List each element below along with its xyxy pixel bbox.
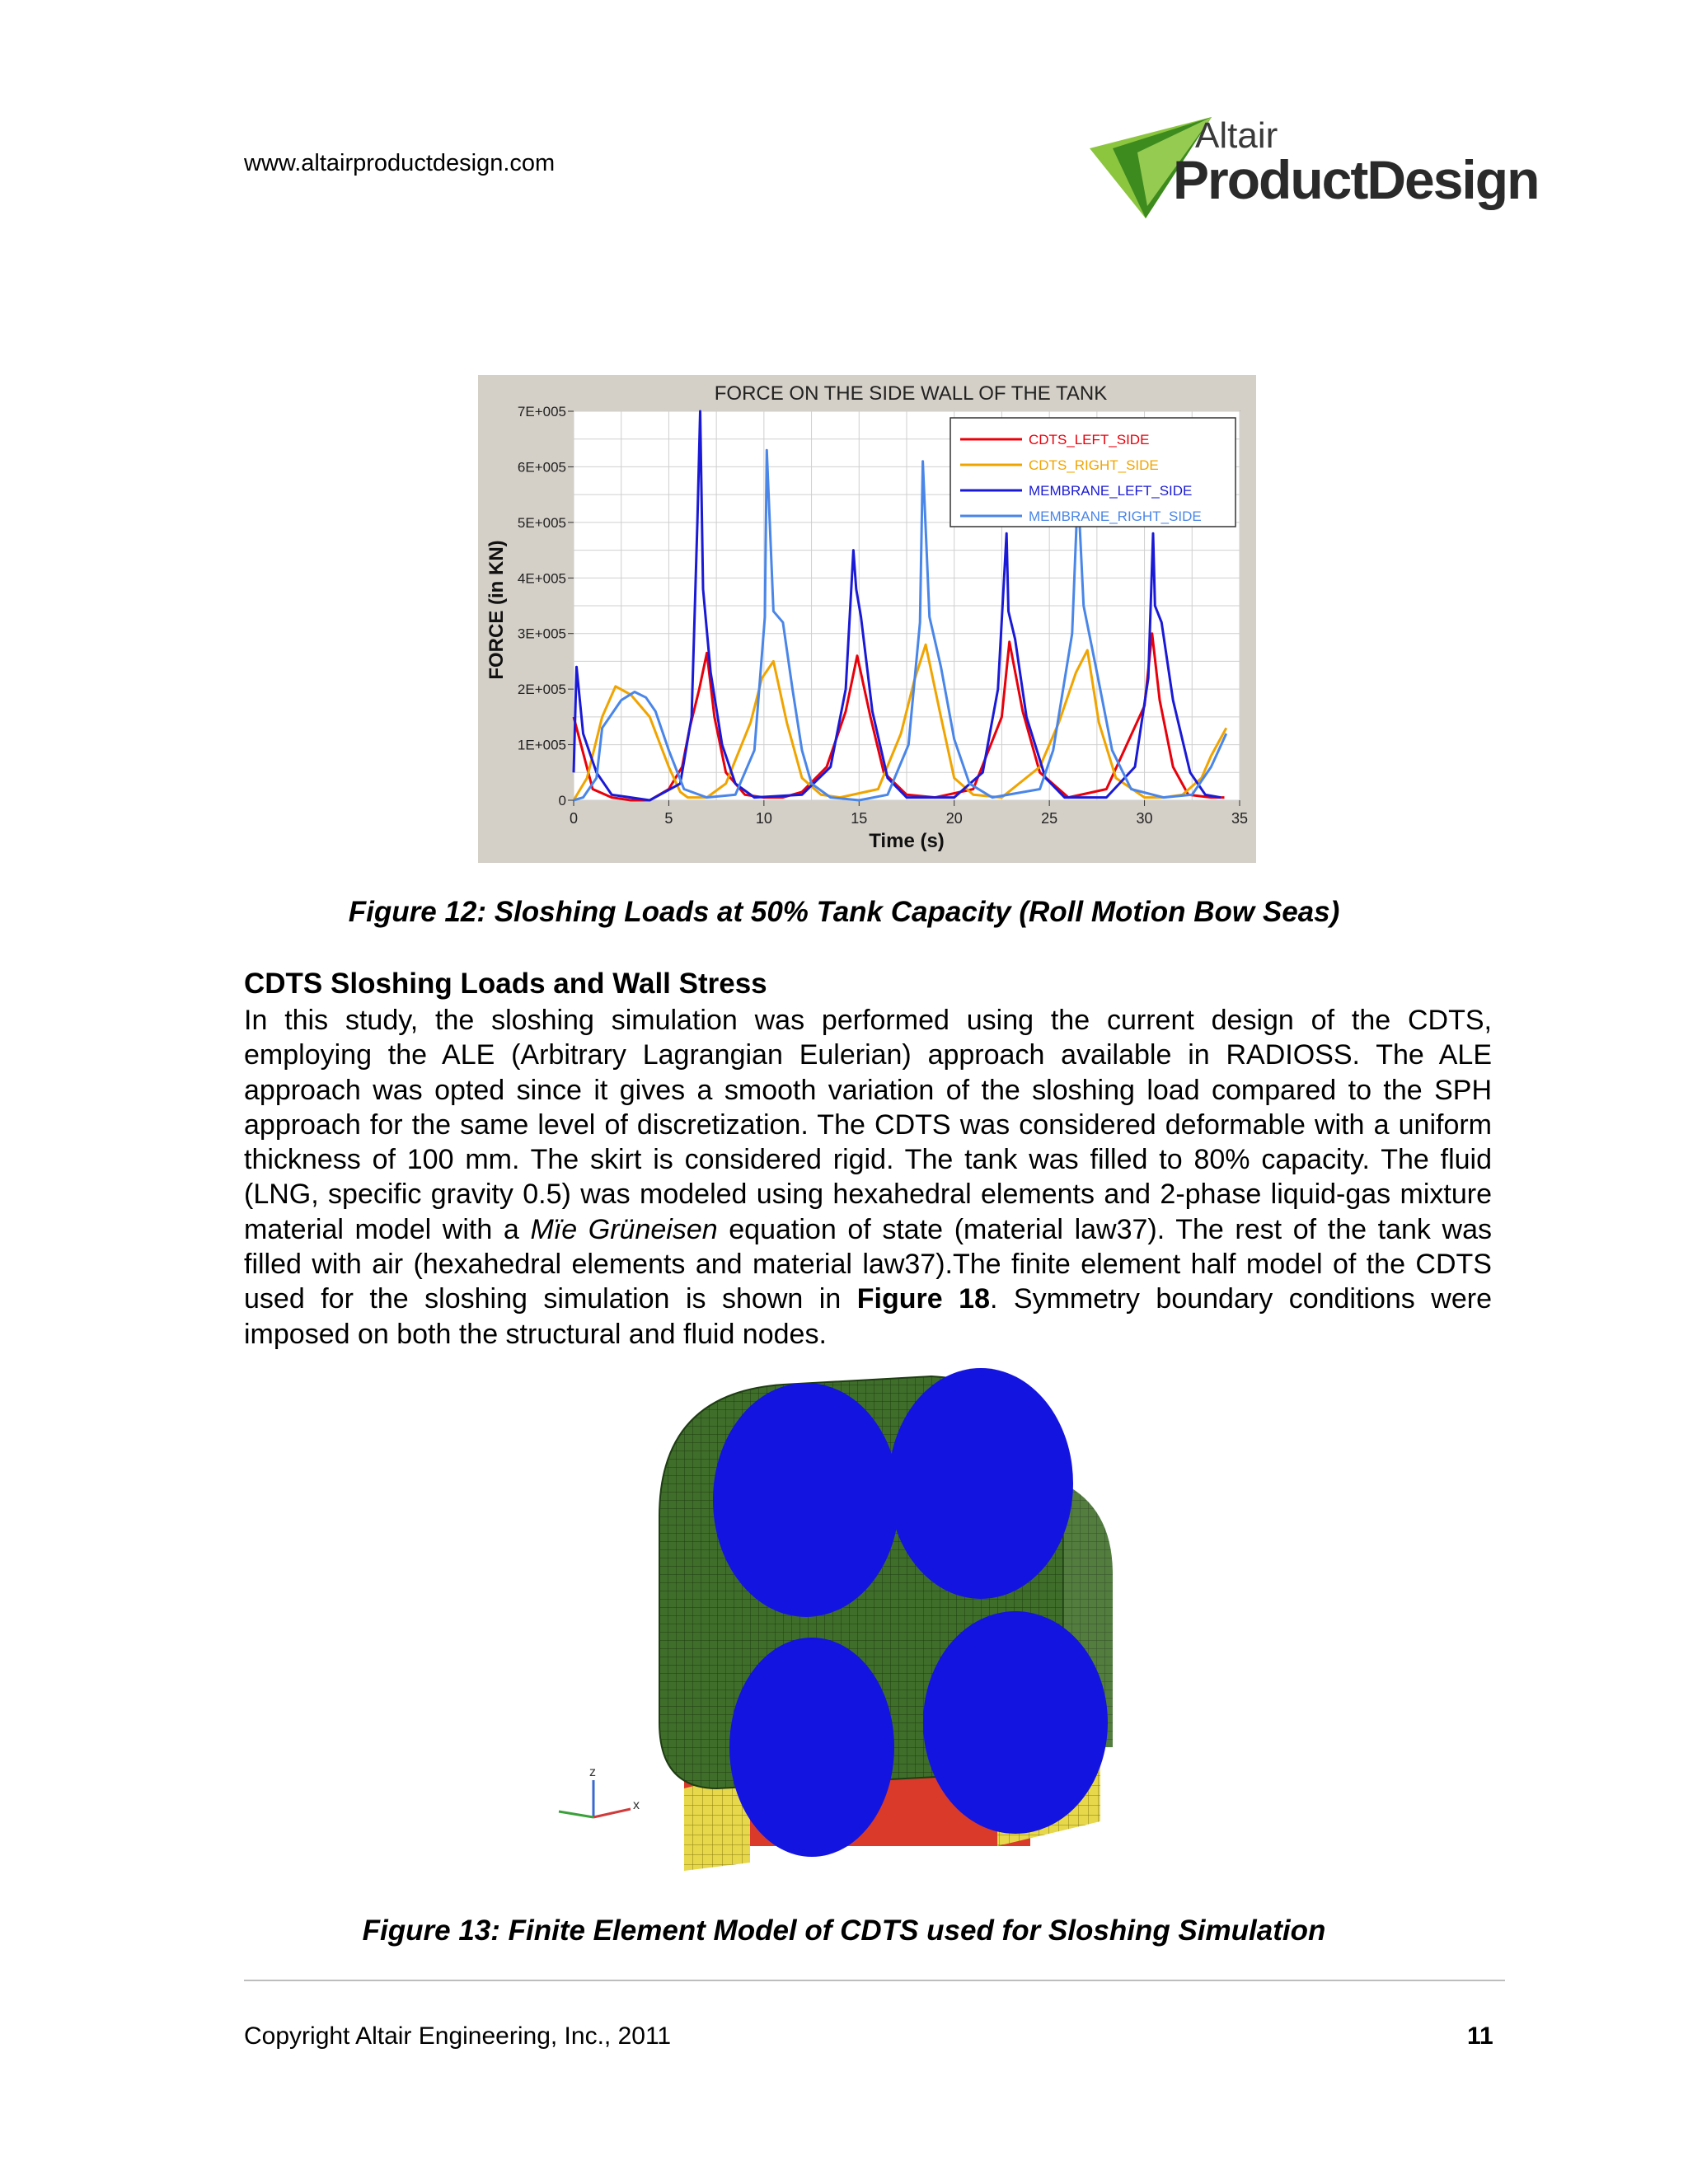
figure13-caption: Figure 13: Finite Element Model of CDTS used for Sloshing Simulation: [362, 1915, 1326, 1947]
logo-text-altair: Altair: [1195, 115, 1278, 156]
x-tick-label: 35: [1231, 810, 1249, 827]
x-tick-label: 30: [1136, 810, 1153, 827]
paragraph-part-b: equation of state (material law37). The rest of the tank was filled with air (hexahedral elements and material law37).The finite element half model of the CDTS used for the sloshing simulation is shown in: [244, 1213, 1493, 1315]
y-tick-label: 4E+005: [517, 570, 566, 587]
section-title: CDTS Sloshing Loads and Wall Stress: [244, 968, 767, 1000]
x-tick-label: 15: [851, 810, 868, 827]
legend-label: MEMBRANE_RIGHT_SIDE: [1029, 509, 1202, 524]
force-chart-svg: [478, 375, 1256, 863]
y-tick-label: 0: [558, 793, 566, 808]
legend-label: MEMBRANE_LEFT_SIDE: [1029, 483, 1193, 499]
fluid-section-top-left: [713, 1383, 899, 1617]
y-tick-label: 1E+005: [517, 737, 566, 753]
fluid-section-top-right: [889, 1368, 1073, 1599]
paragraph-italic-term: Mïe Grüneisen: [530, 1213, 718, 1245]
y-tick-label: 2E+005: [517, 682, 566, 698]
x-tick-label: 20: [945, 810, 963, 827]
fe-model-figure: [544, 1360, 1137, 1887]
axis-x-label: x: [633, 1798, 640, 1812]
figure12-caption: Figure 12: Sloshing Loads at 50% Tank Capacity (Roll Motion Bow Seas): [348, 896, 1340, 928]
paragraph-part-c: . Symmetry boundary conditions were imposed on both the structural and fluid nodes.: [244, 1283, 1492, 1350]
section-cdts-sloshing: [244, 967, 1492, 1352]
section-paragraph: [244, 1003, 1492, 1352]
altair-logo: [1088, 115, 1539, 223]
header-url[interactable]: www.altairproductdesign.com: [244, 150, 556, 176]
y-tick-label: 7E+005: [517, 404, 566, 419]
chart-ylabel: FORCE (in KN): [485, 540, 508, 680]
legend-label: CDTS_RIGHT_SIDE: [1029, 457, 1159, 473]
x-tick-label: 10: [755, 810, 772, 827]
axis-triad: [559, 1765, 640, 1817]
y-tick-label: 5E+005: [517, 514, 566, 531]
force-chart: [478, 375, 1256, 863]
fluid-section-bottom-right: [923, 1611, 1108, 1834]
chart-title: FORCE ON THE SIDE WALL OF THE TANK: [714, 382, 1108, 405]
x-tick-label: 25: [1041, 810, 1058, 827]
y-tick-label: 6E+005: [517, 459, 566, 476]
fe-model-image: [544, 1360, 1137, 1887]
page-number: 11: [1467, 2022, 1493, 2050]
paragraph-figure-ref: Figure 18: [856, 1283, 990, 1315]
logo-text-productdesign: ProductDesign: [1173, 149, 1539, 210]
paragraph-part-a: In this study, the sloshing simulation was performed using the current design of the CDTS, employing the ALE (Arbitrary Lagrangian Eulerian) approach available in RADIOSS. The ALE approach was opted since it gives a smooth variation of the sloshing load compared to the SPH approach for the same level of discretization. The CDTS was considered deformable with a uniform thickness of 100 mm. The skirt is considered rigid. The tank was filled to 80% capacity. The fluid (LNG, specific gravity 0.5) was modeled using hexahedral elements and 2-phase liquid-gas mixture material model with a: [244, 1005, 1492, 1245]
x-tick-label: 0: [569, 810, 579, 827]
x-tick-label: 5: [664, 810, 673, 827]
axis-z-label: z: [589, 1765, 596, 1779]
y-tick-label: 3E+005: [517, 626, 566, 642]
footer-rule: [244, 1980, 1505, 1981]
chart-xlabel: Time (s): [869, 830, 945, 852]
footer-copyright: Copyright Altair Engineering, Inc., 2011: [244, 2022, 672, 2050]
legend-label: CDTS_LEFT_SIDE: [1029, 432, 1150, 448]
fluid-section-bottom-left: [729, 1638, 894, 1857]
